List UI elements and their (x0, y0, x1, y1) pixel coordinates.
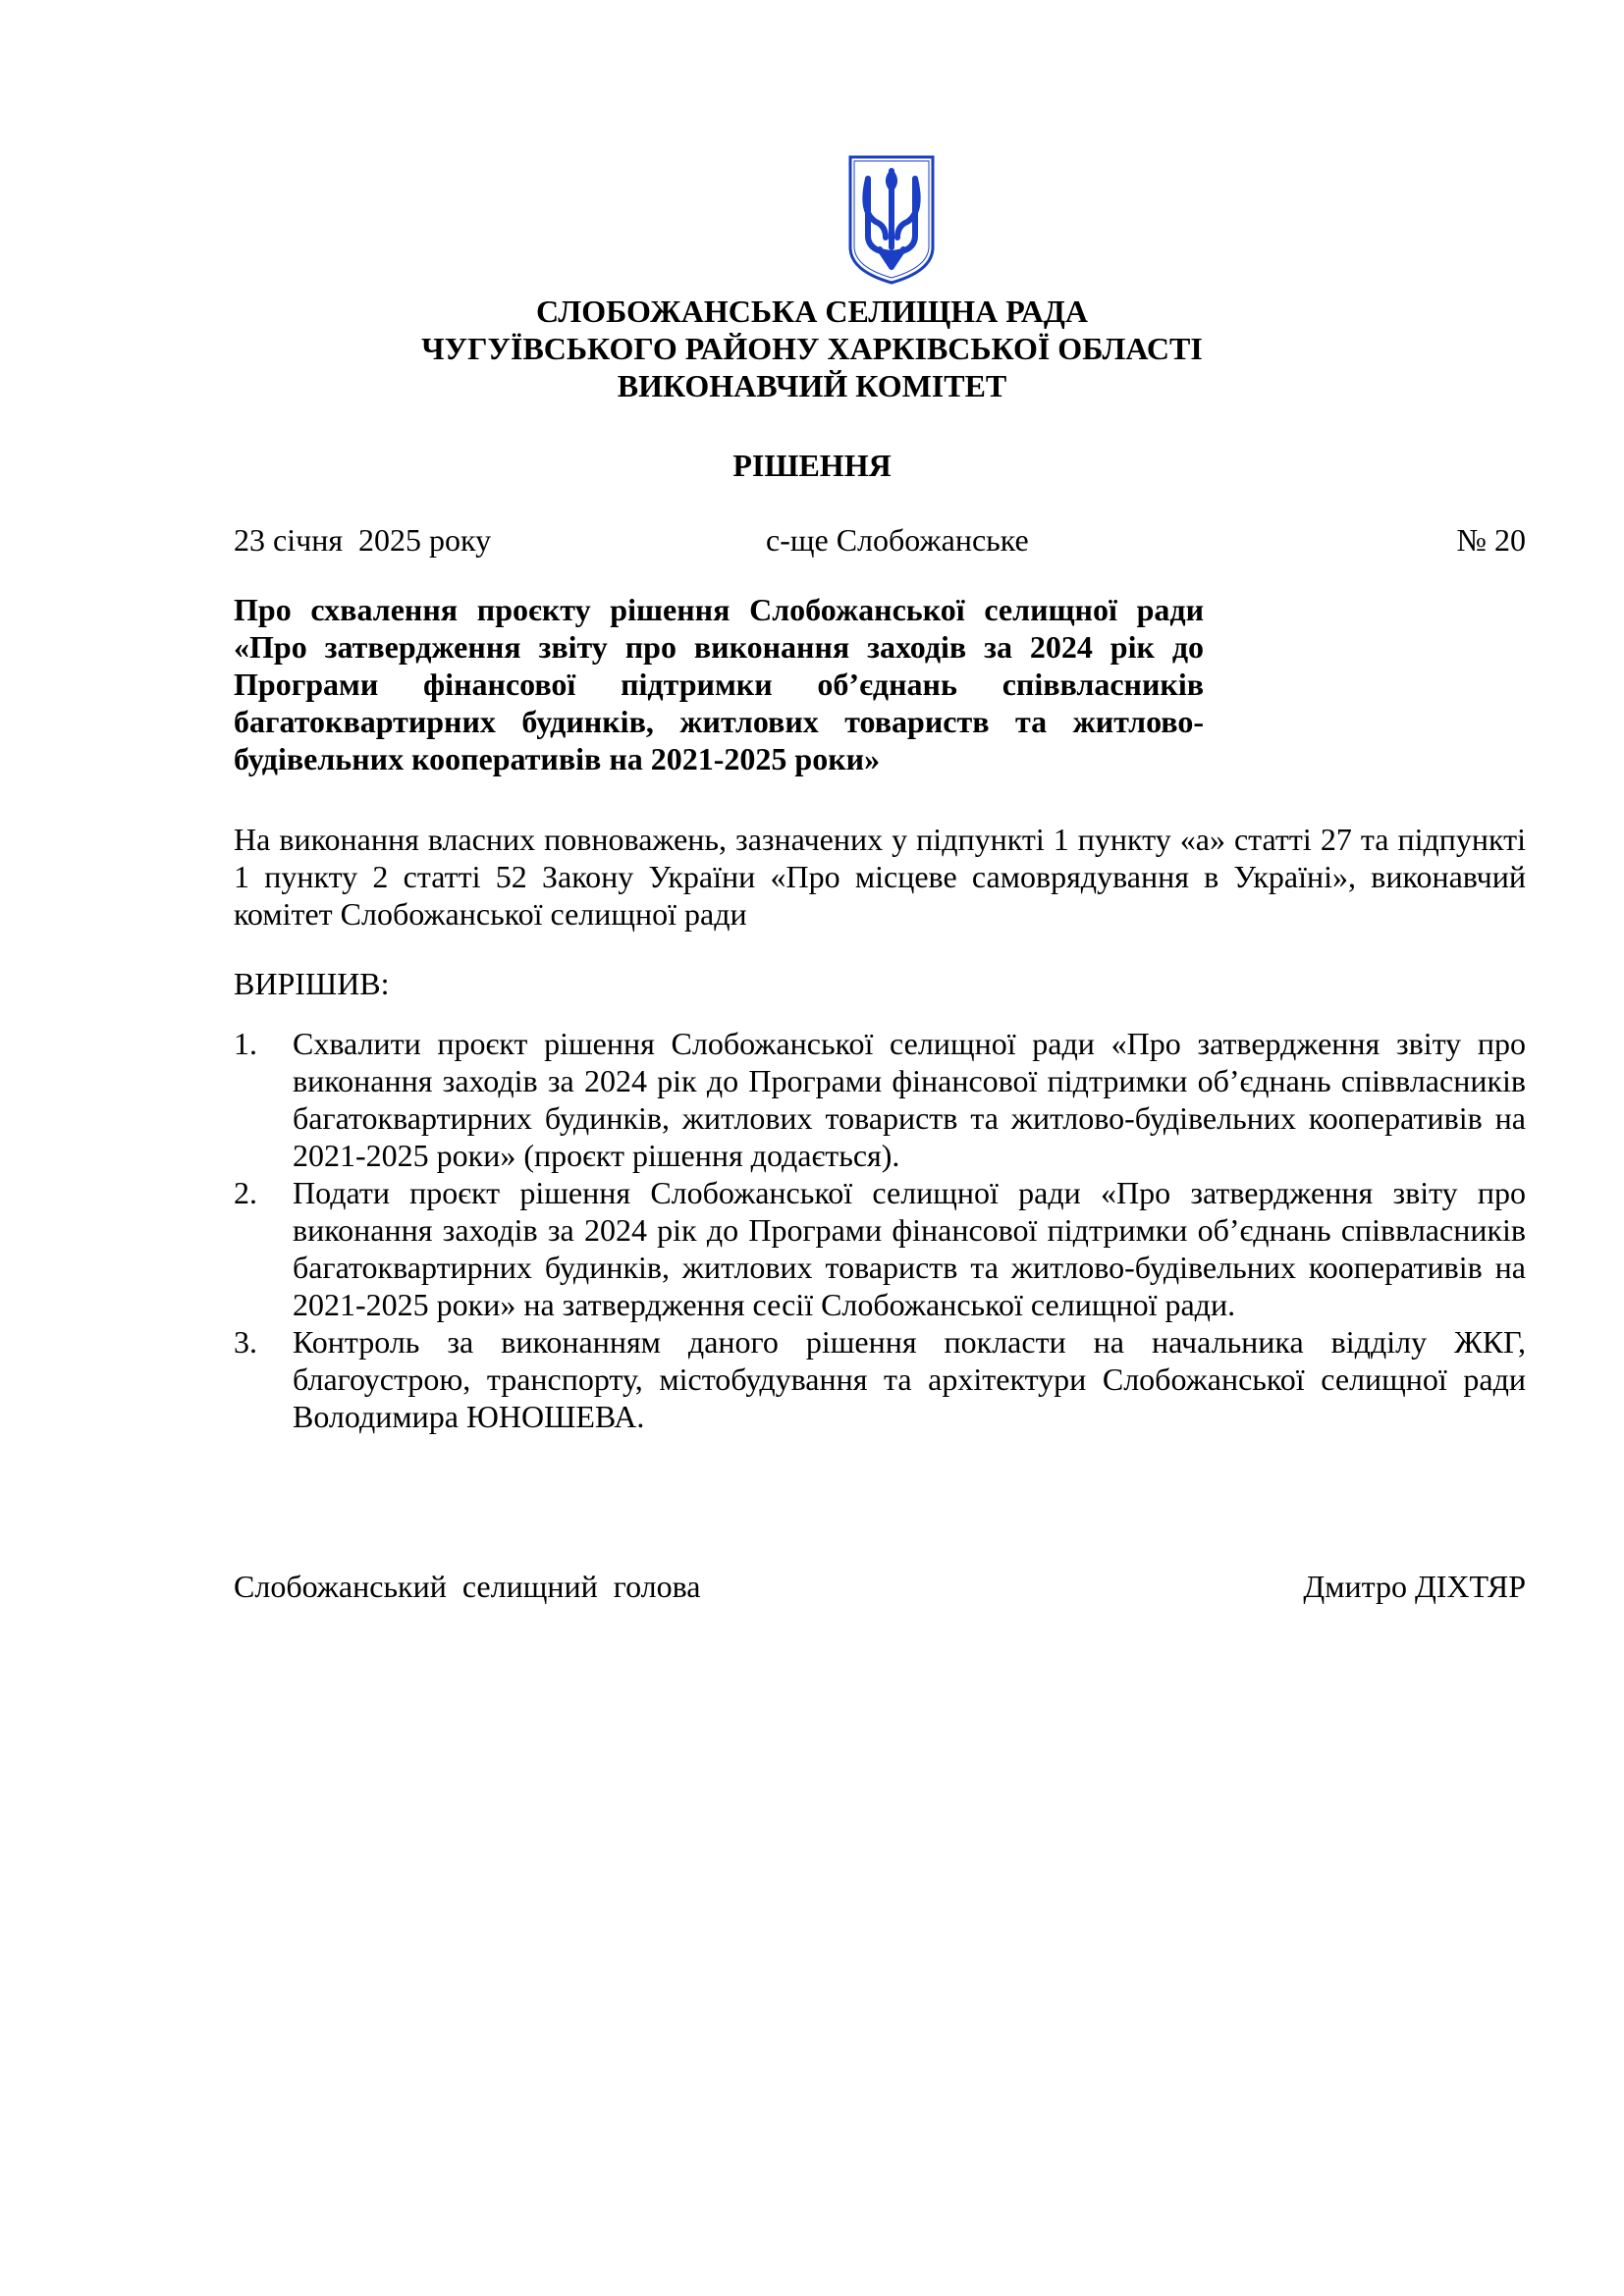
signatory-name: Дмитро ДІХТЯР (1303, 1569, 1526, 1604)
decision-item-text: Контроль за виконанням даного рішення покласти на начальника відділу ЖКГ, благоустрою, транспорту, містобудування та архітектури Слобожанської селищної ради Володимира ЮНОШЕВА. (293, 1324, 1526, 1434)
decision-item-text: Схвалити проєкт рішення Слобожанської селищної ради «Про затвердження звіту про виконання заходів за 2024 рік до Програми фінансової підтримки об’єднань співвласників багатоквартирних будинків, житлових товариств та житлово-будівельних кооперативів на 2021-2025 роки» (проєкт рішення додається). (293, 1026, 1526, 1173)
decision-preamble: На виконання власних повноважень, зазначених у підпункті 1 пункту «а» статті 27 та підпункті 1 пункту 2 статті 52 Закону України «Про місцеве самоврядування в Україні», виконавчий комітет Слобожанської селищної ради (234, 822, 1526, 932)
decision-item (234, 1025, 1526, 1174)
document-type-title: РІШЕННЯ (732, 448, 892, 483)
signatory-title: Слобожанський селищний голова (234, 1569, 701, 1604)
decision-subject: Про схвалення проєкту рішення Слобожанської селищної ради «Про затвердження звіту про виконання заходів за 2024 рік до Програми фінансової підтримки об’єднань співвласників багатоквартирних будинків, житлових товариств та житлово-будівельних кооперативів на 2021-2025 роки» (234, 592, 1204, 776)
decision-item (234, 1174, 1526, 1323)
document-meta-row (234, 520, 1526, 560)
header-district-name: ЧУГУЇВСЬКОГО РАЙОНУ ХАРКІВСЬКОЇ ОБЛАСТІ (421, 331, 1203, 366)
decision-item (234, 1323, 1526, 1435)
signature-block (234, 1567, 1526, 1606)
decision-item-number: 2. (234, 1175, 257, 1210)
document-place: с-ще Слобожанське (766, 522, 1029, 558)
issuer-header (0, 293, 1624, 404)
resolved-label: ВИРІШИВ: (234, 966, 390, 1001)
header-council-name: СЛОБОЖАНСЬКА СЕЛИЩНА РАДА (536, 294, 1088, 329)
document-date: 23 січня 2025 року (234, 522, 492, 558)
decision-items-list (234, 1025, 1526, 1435)
document-number: № 20 (1456, 522, 1526, 558)
decision-item-text: Подати проєкт рішення Слобожанської селищної ради «Про затвердження звіту про виконання заходів за 2024 рік до Програми фінансової підтримки об’єднань співвласників багатоквартирних будинків, житлових товариств та житлово-будівельних кооперативів на 2021-2025 роки» на затвердження сесії Слобожанської селищної ради. (293, 1175, 1526, 1322)
decision-item-number: 3. (234, 1324, 257, 1360)
decision-item-number: 1. (234, 1026, 257, 1061)
header-committee-name: ВИКОНАВЧИЙ КОМІТЕТ (617, 368, 1007, 403)
trident-coat-of-arms-icon (846, 153, 937, 287)
